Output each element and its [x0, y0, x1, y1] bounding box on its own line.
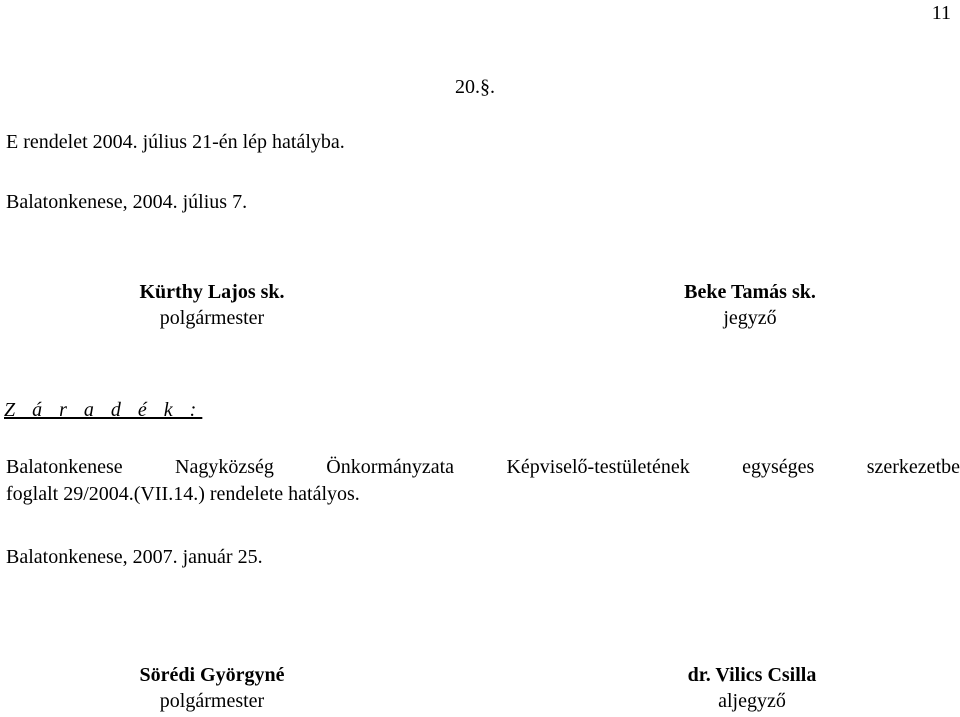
- signature-block-mayor-2: [112, 665, 312, 711]
- signature-title: polgármester: [159, 307, 265, 329]
- place-date-line-1: Balatonkenese, 2004. július 7.: [6, 191, 248, 213]
- clause-heading: Z á r a d é k :: [4, 399, 203, 421]
- clause-text-line: Balatonkenese Nagyközség Önkormányzata Képviselő-testületének egységes szerkezetbe: [6, 456, 960, 478]
- signature-title: aljegyző: [718, 690, 786, 712]
- signature-title: jegyző: [723, 307, 777, 329]
- signature-name: Beke Tamás sk.: [684, 281, 816, 303]
- signature-title: polgármester: [159, 690, 265, 712]
- signature-block-mayor-1: [112, 282, 312, 328]
- effective-date-line: E rendelet 2004. július 21-én lép hatályba.: [6, 131, 345, 153]
- signature-block-notary-1: [650, 282, 850, 328]
- place-date-line-2: Balatonkenese, 2007. január 25.: [6, 546, 263, 568]
- clause-text-line: foglalt 29/2004.(VII.14.) rendelete hatályos.: [6, 483, 360, 505]
- signature-block-deputy-notary-2: [652, 665, 852, 711]
- signature-name: Sörédi Györgyné: [139, 664, 285, 686]
- signature-name: Kürthy Lajos sk.: [139, 281, 285, 303]
- section-mark: 20.§.: [455, 76, 495, 98]
- signature-name: dr. Vilics Csilla: [687, 664, 817, 686]
- page-number: 11: [931, 2, 951, 24]
- clause-text: [6, 457, 960, 504]
